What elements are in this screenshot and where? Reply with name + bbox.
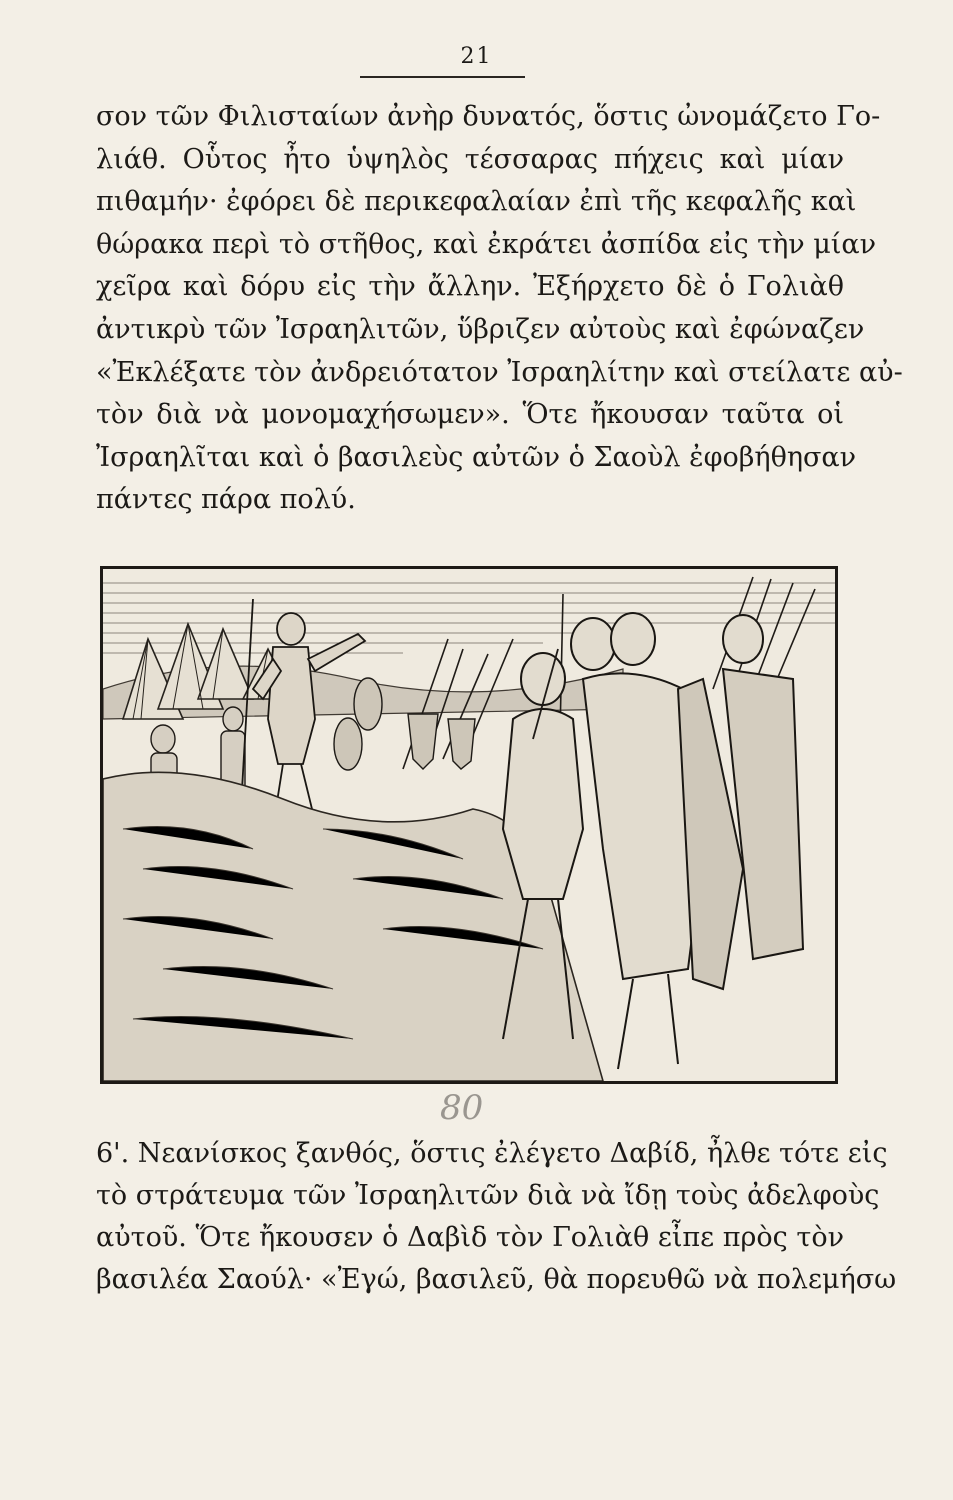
text-line: τὸν διὰ νὰ μονομαχήσωμεν». Ὅτε ἤκουσαν ταῦτα οἱ: [96, 399, 844, 431]
paragraph-1: [96, 96, 903, 522]
text-line: ἀντικρὺ τῶν Ἰσραηλιτῶν, ὕβριζεν αὐτοὺς καὶ ἐφώναζεν: [96, 313, 865, 345]
text-line: «Ἐκλέξατε τὸν ἀνδρειότατον Ἰσραηλίτην καὶ στείλατε αὐ-: [96, 356, 903, 388]
text-line: πάντες πάρα πολύ.: [96, 484, 356, 516]
text-line: 6'. Νεανίσκος ξανθός, ὅστις ἐλέγετο Δαβίδ, ἦλθε τότε εἰς: [96, 1138, 888, 1169]
text-line: αὐτοῦ. Ὅτε ἤκουσεν ὁ Δαβὶδ τὸν Γολιὰθ εἶπε πρὸς τὸν: [96, 1222, 844, 1253]
text-line: βασιλέα Σαούλ· «Ἐγώ, βασιλεῦ, θὰ πορευθῶ νὰ πολεμήσω: [96, 1264, 897, 1295]
page-number: 21: [460, 44, 493, 69]
engraving-image: [103, 569, 835, 1081]
text-line: τὸ στράτευμα τῶν Ἰσραηλιτῶν διὰ νὰ ἴδῃ τοὺς ἀδελφοὺς: [96, 1180, 880, 1211]
paragraph-2: [96, 1133, 897, 1301]
illustration: [100, 566, 838, 1084]
text-line: πιθαμήν· ἐφόρει δὲ περικεφαλαίαν ἐπὶ τῆς κεφαλῆς καὶ: [96, 186, 857, 218]
header-rule: [360, 76, 525, 78]
text-line: θώρακα περὶ τὸ στῆθος, καὶ ἐκράτει ἀσπίδα εἰς τὴν μίαν: [96, 228, 877, 260]
text-line: Ἰσραηλῖται καὶ ὁ βασιλεὺς αὐτῶν ὁ Σαοὺλ ἐφοβήθησαν: [96, 441, 857, 473]
text-line: λιάθ. Οὗτος ἦτο ὑψηλὸς τέσσαρας πήχεις καὶ μίαν: [96, 143, 844, 175]
text-line: σον τῶν Φιλισταίων ἀνὴρ δυνατός, ὅστις ὠνομάζετο Γο-: [96, 101, 881, 132]
text-line: χεῖρα καὶ δόρυ εἰς τὴν ἄλλην. Ἐξήρχετο δὲ ὁ Γολιὰθ: [96, 271, 844, 303]
pencil-annotation: 80: [440, 1088, 484, 1128]
